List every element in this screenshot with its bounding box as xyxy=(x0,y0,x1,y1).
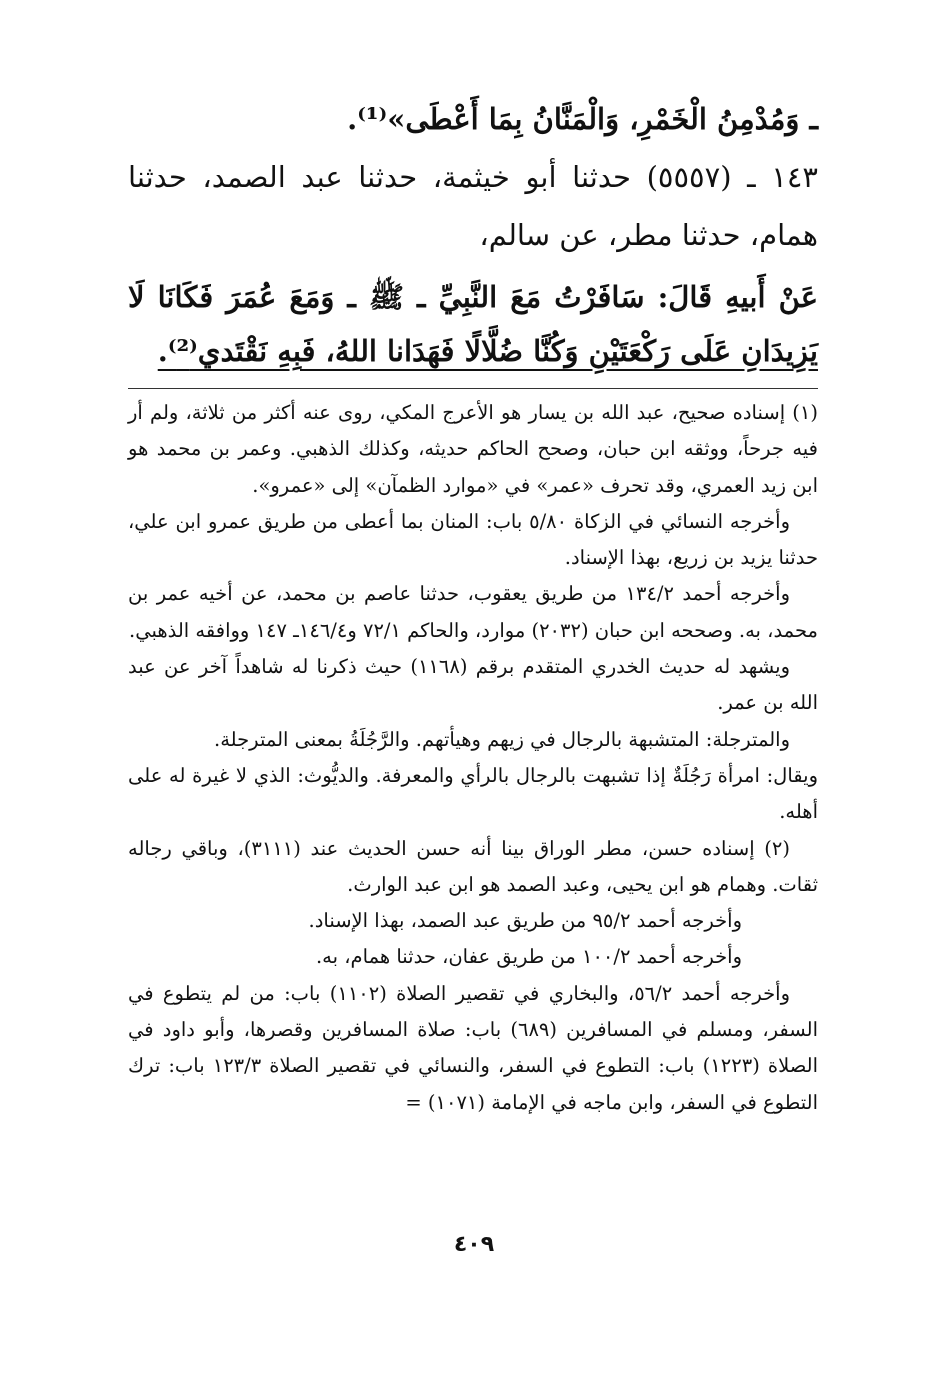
footnote-paragraph: (٢) إسناده حسن، مطر الوراق بينا أنه حسن الحديث عند (٣١١١)، وباقي رجاله ثقات. وهمام هو ابن يحيى، وعبد الصمد هو ابن عبد الوارث. xyxy=(128,836,818,896)
footnote-paragraph: ويشهد له حديث الخدري المتقدم برقم (١١٦٨) حيث ذكرنا له شاهداً آخر عن عبد الله بن عمر. xyxy=(128,655,818,715)
hadith-header: ١٤٣ ـ (٥٥٥٧) حدثنا أبو خيثمة، حدثنا عبد الصمد، حدثنا همام، حدثنا مطر، عن سالم، xyxy=(128,160,818,252)
footnote-paragraph: وأخرجه النسائي في الزكاة ٥/٨٠ باب: المنان بما أعطى من طريق عمرو ابن علي، حدثنا يزيد بن زريع، بهذا الإسناد. xyxy=(128,509,818,570)
hadith-body-part1: عَنْ أَبيهِ قَالَ: سَافَرْتُ مَعَ النَّبِيِّ ـ ﷺ ـ وَمَعَ عُمَرَ فَكَانَا لَا xyxy=(128,280,818,314)
page-content xyxy=(128,88,818,1121)
footnotes xyxy=(128,395,818,1121)
main-text-line: ـ وَمُدْمِنُ الْخَمْرِ، وَالْمَنَّانُ بِمَا أَعْطَى»⁽¹⁾. xyxy=(347,102,818,136)
page-number: ٤٠٩ xyxy=(453,1232,495,1257)
footnote-paragraph: وأخرجه أحمد ٩٥/٢ من طريق عبد الصمد، بهذا الإسناد. xyxy=(308,909,742,933)
footnote-paragraph: ويقال: امرأة رَجُلَةٌ إذا تشبهت بالرجال بالرأي والمعرفة. والديُّوث: الذي لا غيرة له على أهله. xyxy=(128,763,818,824)
footnote-paragraph: والمترجلة: المتشبهة بالرجال في زيهم وهيأتهم. والرَّجُلَةُ بمعنى المترجلة. xyxy=(214,727,790,751)
footnote-paragraph: (١) إسناده صحيح، عبد الله بن يسار هو الأعرج المكي، روى عنه أكثر من ثلاثة، ولم أر فيه جرحاً، ووثقه ابن حبان، وصحح الحاكم حديثه، وكذلك الذهبي. وعمر بن محمد هو ابن زيد العمري، وقد تحرف «عمر» في «موارد الظمآن» إلى «عمرو». xyxy=(128,401,818,497)
footnote-divider xyxy=(128,388,818,389)
footnote-paragraph: وأخرجه أحمد ٥٦/٢، والبخاري في تقصير الصلاة (١١٠٢) باب: من لم يتطوع في السفر، ومسلم في المسافرين (٦٨٩) باب: صلاة المسافرين وقصرها، وأبو داود في الصلاة (١٢٢٣) باب: التطوع في السفر، والنسائي في تقصير الصلاة ١٢٣/٣ باب: ترك التطوع في السفر، وابن ماجه في الإمامة (١٠٧١) = xyxy=(128,981,819,1114)
hadith-body xyxy=(128,270,818,378)
hadith-body-part2: يَزِيدَانِ عَلَى رَكْعَتَيْنِ وَكُنَّا ضُلَّالًا فَهَدَانا اللهُ، فَبِهِ نَقْتَدي⁽²⁾. xyxy=(157,334,818,368)
footnote-paragraph: وأخرجه أحمد ١٣٤/٢ من طريق يعقوب، حدثنا عاصم بن محمد، عن أخيه عمر بن محمد، به. وصححه ابن حبان (٢٠٣٢) موارد، والحاكم ٧٢/١ و١٤٦/٤ـ ١٤٧ ووافقه الذهبي. xyxy=(128,582,818,642)
footnote-paragraph: وأخرجه أحمد ١٠٠/٢ من طريق عفان، حدثنا همام، به. xyxy=(315,945,742,969)
